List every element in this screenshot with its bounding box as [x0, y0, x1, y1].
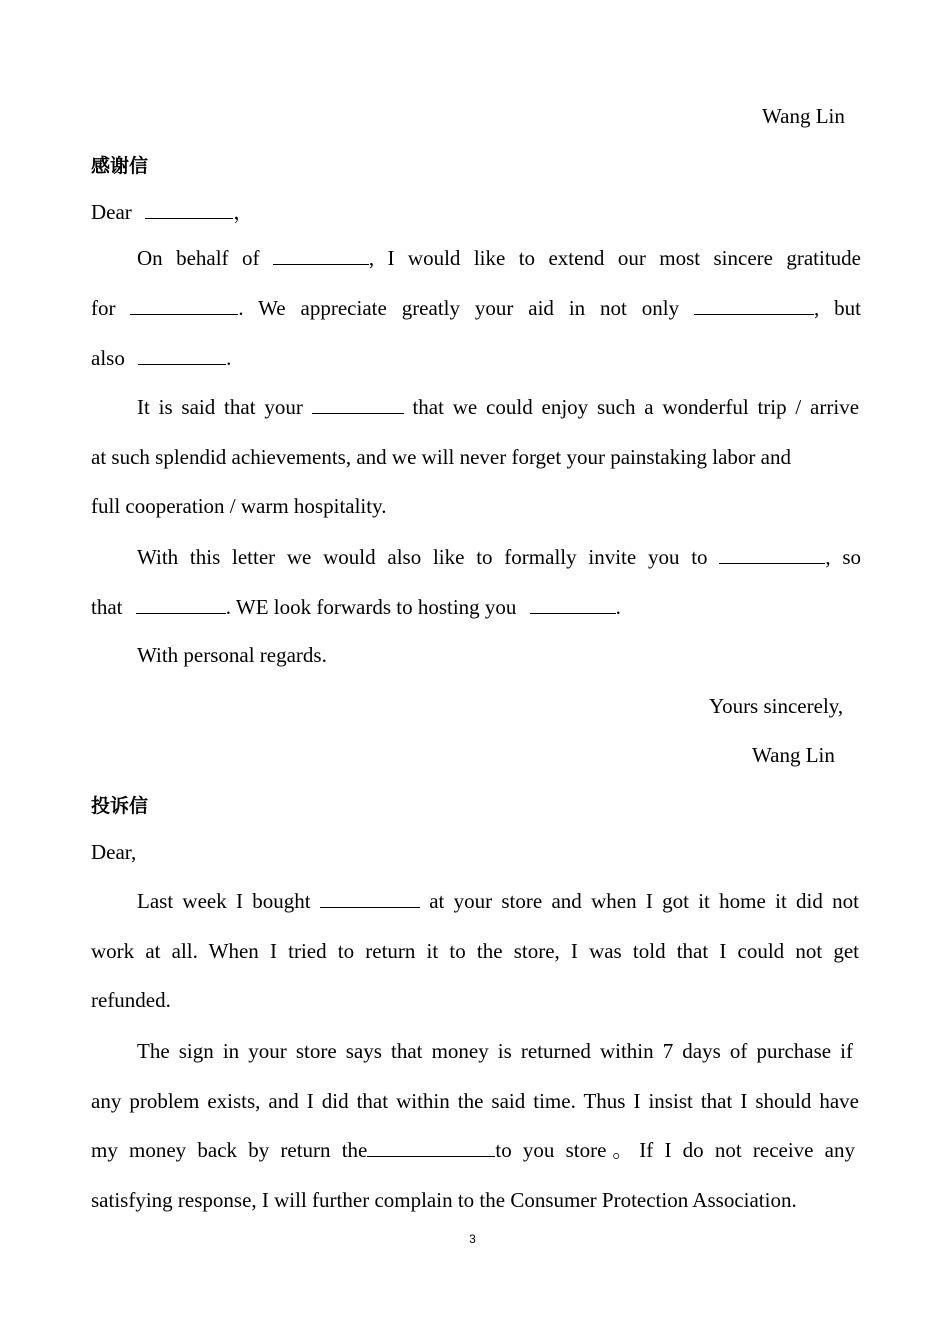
salutation-comma: ，	[233, 200, 255, 224]
text-run: , so	[825, 545, 861, 569]
fill-blank	[312, 395, 404, 414]
text-run: also	[91, 346, 125, 370]
text-run: . WE look forwards to hosting you	[225, 595, 517, 619]
thanks-p2-line3: full cooperation / warm hospitality.	[91, 494, 387, 518]
text-run: , but	[814, 296, 862, 320]
page-number: 3	[469, 1232, 476, 1246]
text-run: With this letter we would also like to formally invite you to	[137, 545, 708, 569]
thanks-p2-line1	[137, 394, 859, 420]
fill-blank	[136, 595, 226, 614]
thanks-salutation	[91, 199, 254, 225]
top-signature: Wang Lin	[762, 104, 845, 128]
text-run: to you store。If I do not receive any	[495, 1138, 855, 1162]
thanks-closing: Yours sincerely,	[709, 694, 844, 718]
text-run: Last week I bought	[137, 889, 311, 913]
fill-blank	[694, 296, 814, 315]
fill-blank	[719, 545, 825, 564]
text-run: for	[91, 296, 116, 320]
complaint-p1-line3: refunded.	[91, 988, 171, 1012]
complaint-letter-heading: 投诉信	[91, 795, 149, 817]
thanks-regards: With personal regards.	[137, 643, 327, 667]
fill-blank	[320, 889, 420, 908]
text-run: that	[91, 595, 123, 619]
thanks-p2-line2: at such splendid achievements, and we will never forget your painstaking labor and	[91, 445, 791, 469]
text-run: my money back by return the	[91, 1138, 368, 1162]
complaint-p2-line2: any problem exists, and I did that within the said time. Thus I insist that I should have	[91, 1089, 859, 1113]
fill-blank	[138, 346, 226, 365]
fill-blank	[130, 296, 238, 315]
text-run: . We appreciate greatly your aid in not only	[238, 296, 680, 320]
thanks-p3-line1	[137, 544, 861, 570]
complaint-p1-line2: work at all. When I tried to return it to the store, I was told that I could not get	[91, 939, 859, 963]
thanks-signature: Wang Lin	[752, 743, 835, 767]
fill-blank	[273, 246, 369, 265]
complaint-p2-line1: The sign in your store says that money is returned within 7 days of purchase if	[137, 1039, 853, 1063]
text-run: at your store and when I got it home it did not	[429, 889, 859, 913]
fill-blank	[367, 1138, 495, 1157]
text-run: .	[226, 346, 232, 370]
text-run: , I would like to extend our most sincere gratitude	[368, 246, 861, 270]
text-run: It is said that your	[137, 395, 303, 419]
complaint-p1-line1	[137, 888, 859, 914]
fill-blank	[530, 595, 616, 614]
thanks-p1-line2	[91, 295, 861, 321]
fill-blank	[145, 200, 233, 219]
thanks-p1-line3	[91, 345, 231, 371]
complaint-salutation: Dear,	[91, 840, 137, 864]
thanks-p3-line2	[91, 594, 621, 620]
text-run: .	[615, 595, 621, 619]
complaint-p2-line3	[91, 1137, 855, 1163]
salutation-text: Dear	[91, 200, 132, 224]
complaint-p2-line4: satisfying response, I will further complain to the Consumer Protection Association.	[91, 1188, 797, 1212]
thanks-letter-heading: 感谢信	[91, 155, 149, 177]
thanks-p1-line1	[137, 245, 861, 271]
text-run: On behalf of	[137, 246, 260, 270]
text-run: that we could enjoy such a wonderful trip / arrive	[412, 395, 860, 419]
